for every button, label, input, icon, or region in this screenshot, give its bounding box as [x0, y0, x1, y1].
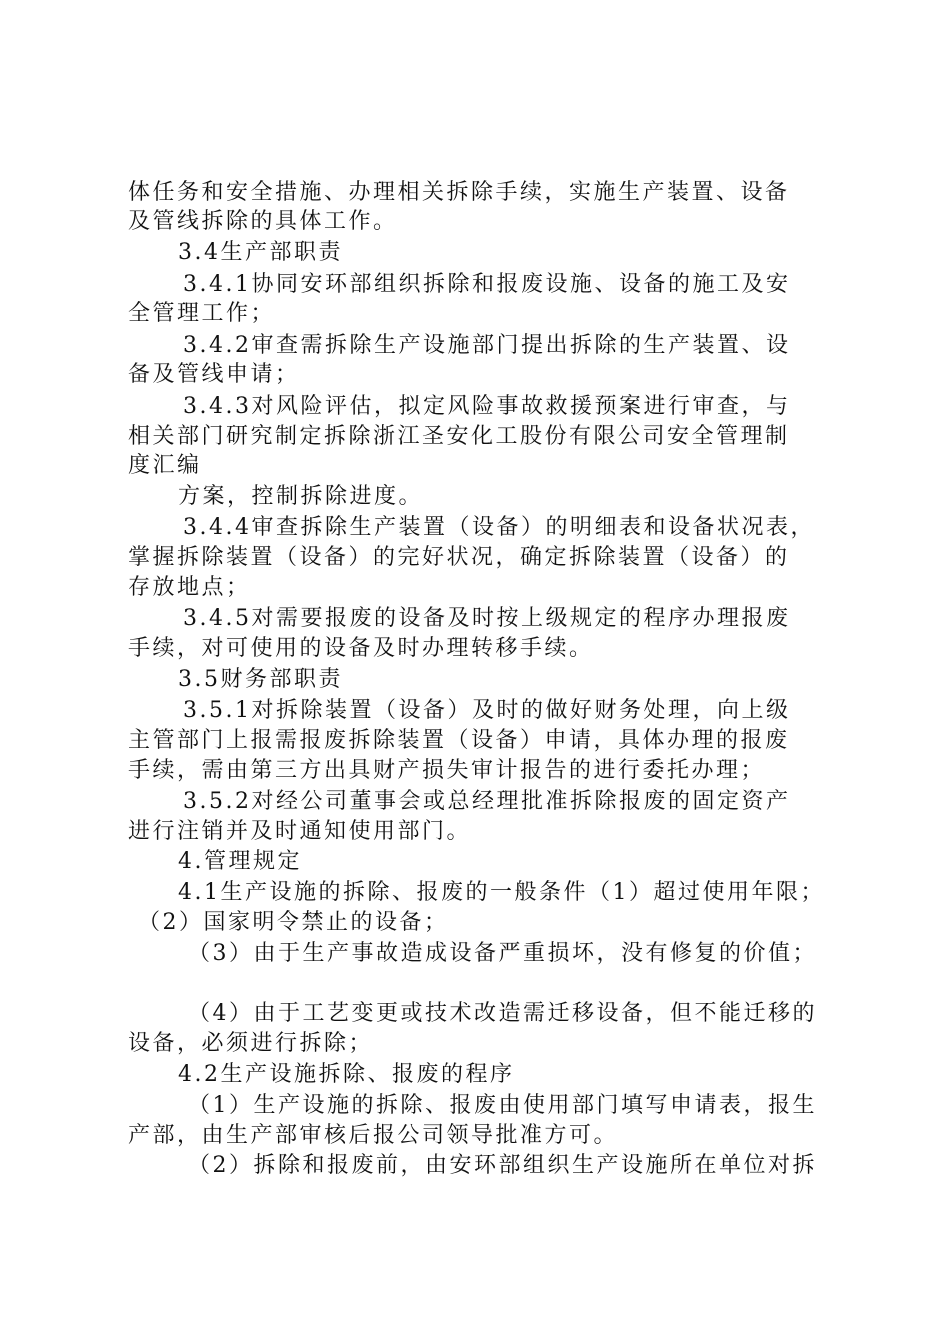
text-line: 相关部门研究制定拆除浙江圣安化工股份有限公司安全管理制 [128, 424, 790, 449]
text-line: 进行注销并及时通知使用部门。 [128, 819, 472, 844]
text-line: 手续，需由第三方出具财产损失审计报告的进行委托办理； [128, 758, 766, 783]
section-heading: 4.管理规定 [178, 849, 302, 874]
text-line: 3.4.5对需要报废的设备及时按上级规定的程序办理报废 [183, 606, 791, 631]
text-line: 手续，对可使用的设备及时办理转移手续。 [128, 636, 594, 661]
text-line: （1）生产设施的拆除、报废由使用部门填写申请表，报生 [188, 1093, 817, 1118]
text-line: 掌握拆除装置（设备）的完好状况，确定拆除装置（设备）的 [128, 545, 790, 570]
text-line: 设备，必须进行拆除； [128, 1031, 374, 1056]
text-line: 及管线拆除的具体工作。 [128, 209, 398, 234]
text-line: 3.5.1对拆除装置（设备）及时的做好财务处理，向上级 [183, 698, 791, 723]
text-line: 3.4.2审查需拆除生产设施部门提出拆除的生产装置、设 [183, 333, 791, 358]
text-line: （2）拆除和报废前，由安环部组织生产设施所在单位对拆 [188, 1153, 817, 1178]
section-heading: 3.5财务部职责 [178, 667, 343, 692]
text-line: 产部，由生产部审核后报公司领导批准方可。 [128, 1123, 619, 1148]
text-line: 3.4.1协同安环部组织拆除和报废设施、设备的施工及安 [183, 272, 791, 297]
text-line: 3.4.4审查拆除生产装置（设备）的明细表和设备状况表， [183, 515, 815, 540]
text-line: 存放地点； [128, 575, 251, 600]
text-line: 4.1生产设施的拆除、报废的一般条件（1）超过使用年限； [178, 880, 825, 905]
text-line: 主管部门上报需报废拆除装置（设备）申请，具体办理的报废 [128, 728, 790, 753]
text-line: 方案，控制拆除进度。 [178, 484, 424, 509]
text-line: 体任务和安全措施、办理相关拆除手续，实施生产装置、设备 [128, 180, 790, 205]
text-line: （4）由于工艺变更或技术改造需迁移设备，但不能迁移的 [188, 1001, 817, 1026]
text-line: 备及管线申请； [128, 362, 300, 387]
section-heading: 3.4生产部职责 [178, 240, 343, 265]
text-line: （3）由于生产事故造成设备严重损坏，没有修复的价值； [188, 941, 817, 966]
text-line: 3.4.3对风险评估，拟定风险事故救援预案进行审查，与 [183, 394, 791, 419]
text-line: 度汇编 [128, 453, 202, 478]
section-heading: 4.2生产设施拆除、报废的程序 [178, 1062, 515, 1087]
text-line: （2）国家明令禁止的设备； [138, 910, 449, 935]
text-line: 3.5.2对经公司董事会或总经理批准拆除报废的固定资产 [183, 789, 791, 814]
text-line: 全管理工作； [128, 301, 276, 326]
